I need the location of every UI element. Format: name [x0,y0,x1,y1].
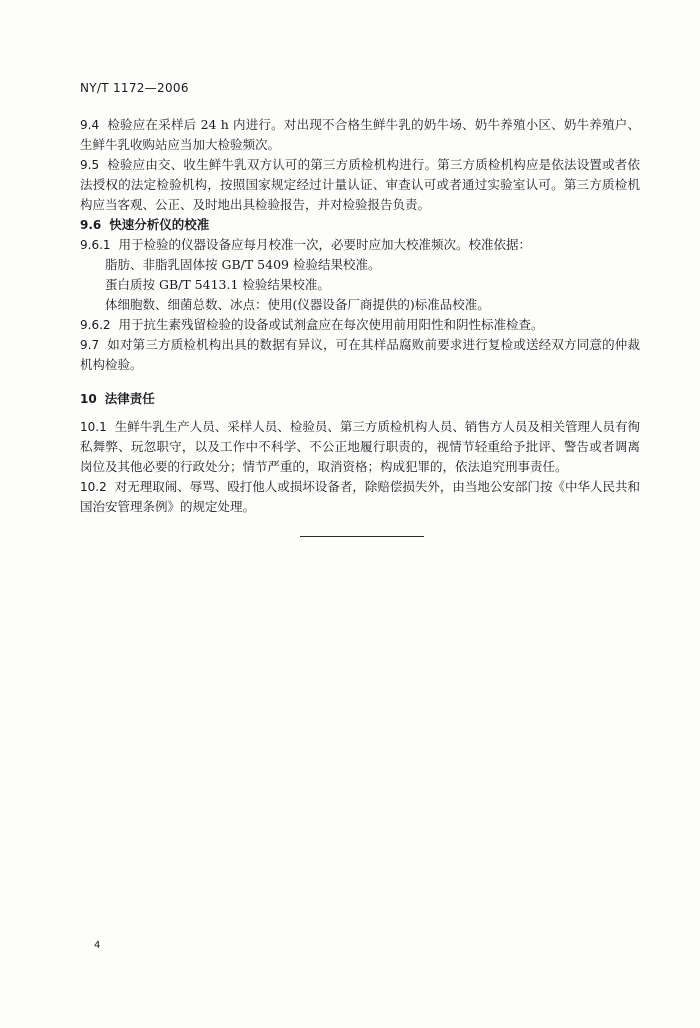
document-body [80,115,640,517]
calibration-item: 脂肪、非脂乳固体按 GB/T 5409 检验结果校准。 [105,257,381,272]
clause-9-6-2 [80,315,640,335]
section-10-heading [80,389,640,409]
clause-text: 检验应由交、收生鲜牛乳双方认可的第三方质检机构进行。第三方质检机构应是依法设置或者依法授权的法定检验机构，按照国家规定经过计量认证、审查认可或者通过实验室认可。第三方质检机构应当客观、公正、及时地出具检验报告，并对检验报告负责。 [80,157,640,212]
calibration-item: 蛋白质按 GB/T 5413.1 检验结果校准。 [105,277,330,292]
clause-text: 用于检验的仪器设备应每月校准一次，必要时应加大校准频次。校准依据： [118,237,532,252]
clause-title: 快速分析仪的校准 [109,217,210,232]
clause-number: 10.2 [80,480,107,494]
clause-text: 对无理取闹、辱骂、殴打他人或损坏设备者，除赔偿损失外，由当地公安部门按《中华人民共和国治安管理条例》的规定处理。 [80,479,640,514]
section-title: 法律责任 [104,391,155,406]
clause-9-5 [80,155,640,215]
clause-10-1 [80,417,640,477]
clause-text: 用于抗生素残留检验的设备或试剂盒应在每次使用前用阳性和阴性标准检查。 [118,317,544,332]
calibration-item: 体细胞数、细菌总数、冰点：使用(仪器设备厂商提供的)标准品校准。 [105,297,490,312]
clause-9-7 [80,335,640,375]
end-of-document-rule [300,536,424,537]
clause-text: 生鲜牛乳生产人员、采样人员、检验员、第三方质检机构人员、销售方人员及相关管理人员有徇私舞弊、玩忽职守，以及工作中不科学、不公正地履行职责的，视情节轻重给予批评、警告或者调离岗位及其他必要的行政处分；情节严重的，取消资格；构成犯罪的，依法追究刑事责任。 [80,419,640,474]
clause-number: 9.4 [80,118,100,132]
clause-number: 9.6.2 [80,318,111,332]
page-number: 4 [94,940,101,951]
clause-number: 9.6 [80,218,102,232]
clause-9-6-1 [80,235,640,255]
section-number: 10 [80,392,97,406]
clause-text: 检验应在采样后 24 h 内进行。对出现不合格生鲜牛乳的奶牛场、奶牛养殖小区、奶牛养殖户、生鲜牛乳收购站应当加大检验频次。 [80,117,640,152]
clause-number: 9.7 [80,338,100,352]
clause-number: 9.5 [80,158,100,172]
clause-9-4 [80,115,640,155]
clause-text: 如对第三方质检机构出具的数据有异议，可在其样品腐败前要求进行复检或送经双方同意的仲裁机构检验。 [80,337,640,372]
clause-10-2 [80,477,640,517]
document-code: NY/T 1172—2006 [80,81,189,95]
clause-number: 10.1 [80,420,107,434]
clause-number: 9.6.1 [80,238,111,252]
clause-9-6-heading [80,215,640,235]
